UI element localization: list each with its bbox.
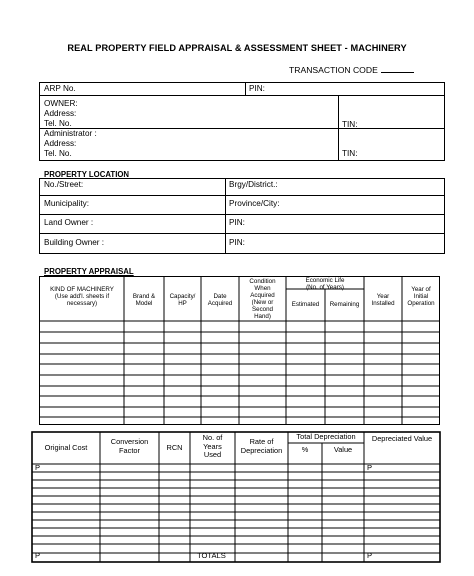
admin-address-label[interactable]: Address:: [44, 139, 77, 148]
arp-label[interactable]: ARP No.: [44, 84, 76, 93]
admin-tel-label[interactable]: Tel. No.: [44, 149, 72, 158]
owner-address-label[interactable]: Address:: [44, 109, 77, 118]
estimated-header: Estimated: [291, 301, 320, 308]
appraisal-section-title: PROPERTY APPRAISAL: [44, 267, 134, 276]
rcn-header: RCN: [166, 443, 183, 452]
land-pin-label[interactable]: PIN:: [229, 218, 245, 227]
admin-tin-label[interactable]: TIN:: [342, 149, 358, 158]
years-used-header: No. of Years Used: [202, 433, 223, 460]
form-title: REAL PROPERTY FIELD APPRAISAL & ASSESSMENT SHEET - MACHINERY: [67, 43, 407, 53]
totals-label: TOTALS: [197, 551, 226, 560]
capacity-header: Capacity/ HP: [169, 293, 196, 307]
year-installed-header: Year Installed: [371, 293, 395, 307]
administrator-label[interactable]: Administrator :: [44, 129, 97, 138]
owner-tel-label[interactable]: Tel. No.: [44, 119, 72, 128]
remaining-header: Remaining: [329, 301, 360, 308]
rate-header: Rate of Depreciation: [240, 437, 283, 455]
depreciated-header: Depreciated Value: [371, 434, 433, 443]
p-totals-dep: P: [367, 551, 373, 560]
original-cost-header: Original Cost: [44, 443, 88, 452]
condition-header: Condition When Acquired (New or Second Hand): [249, 278, 276, 320]
economic-life-header: Economic Life (No. of Years): [305, 277, 345, 291]
p-row-1: P: [35, 463, 41, 472]
value-header: Value: [333, 445, 353, 454]
building-pin-label[interactable]: PIN:: [229, 238, 245, 247]
location-section-title: PROPERTY LOCATION: [44, 170, 130, 179]
province-label[interactable]: Province/City:: [229, 199, 280, 208]
p-totals: P: [35, 551, 41, 560]
owner-tin-label[interactable]: TIN:: [342, 120, 358, 129]
owner-label[interactable]: OWNER:: [44, 99, 78, 108]
pct-header: %: [301, 445, 309, 454]
date-acquired-header: Date Acquired: [207, 293, 233, 307]
land-owner-label[interactable]: Land Owner :: [44, 218, 94, 227]
transaction-code-label: TRANSACTION CODE: [289, 65, 378, 75]
conversion-header: Conversion Factor: [110, 437, 149, 455]
brand-header: Brand & Model: [132, 293, 156, 307]
total-dep-header: Total Depreciation: [296, 432, 356, 441]
brgy-label[interactable]: Brgy/District.:: [229, 180, 278, 189]
municipality-label[interactable]: Municipality:: [44, 199, 90, 208]
year-initial-header: Year of Initial Operation: [407, 286, 435, 307]
building-owner-label[interactable]: Building Owner :: [44, 238, 105, 247]
pin-label[interactable]: PIN:: [249, 84, 265, 93]
p-row-1-dep: P: [367, 463, 373, 472]
street-label[interactable]: No./Street:: [44, 180, 84, 189]
kind-header: KIND OF MACHINERY (Use add'l. sheets if necessary): [50, 286, 114, 307]
